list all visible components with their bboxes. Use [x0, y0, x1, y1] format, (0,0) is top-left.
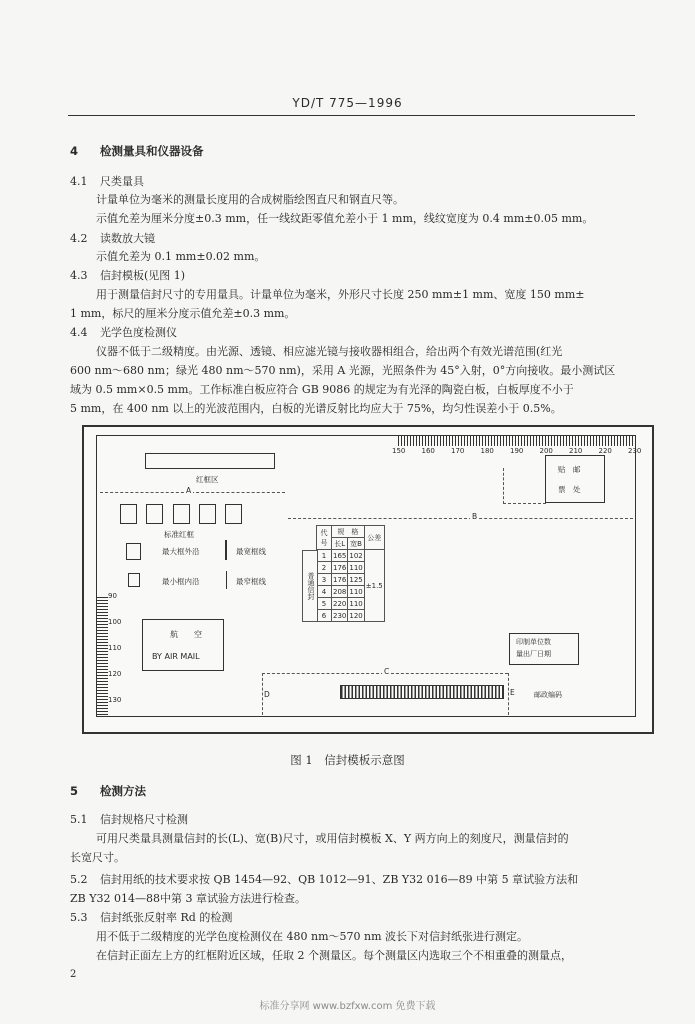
airmail-english: BY AIR MAIL	[152, 652, 200, 661]
std-square	[173, 504, 190, 524]
paragraph-line: ZB Y32 014—88中第 3 章试验方法进行检查。	[70, 892, 306, 905]
print-info-label: 印制单位数	[516, 638, 551, 646]
vertical-ruler-labels	[108, 592, 128, 712]
vertical-ruler	[96, 597, 108, 715]
page-number: 2	[70, 969, 77, 980]
paragraph-line: 仪器不低于二级精度。由光源、透镜、相应滤光镜与接收器相组合，给出两个有效光谱范围(红光	[96, 345, 563, 358]
subsection-5-2	[70, 870, 578, 890]
paragraph-line: 示值允差为 0.1 mm±0.02 mm。	[96, 250, 266, 263]
document-header: YD/T 775—1996	[292, 96, 403, 110]
table-cell: 208	[333, 587, 347, 596]
subsection-title: 信封纸张反射率 Rd 的检测	[100, 911, 233, 924]
table-header: 宽B	[348, 538, 364, 550]
vertical-tick-label: 100	[108, 618, 122, 626]
subsection-number: 4.1	[70, 175, 88, 188]
subsection-4-1	[70, 172, 144, 192]
airmail-box	[142, 619, 224, 671]
ruler-tick-label: 170	[451, 447, 465, 455]
paragraph-line: 用不低于二级精度的光学色度检测仪在 480 nm～570 nm 波长下对信封纸张进行测定。	[96, 930, 529, 943]
ruler-tick-label: 150	[392, 447, 406, 455]
std-square	[225, 504, 242, 524]
table-header: 代号	[317, 526, 332, 550]
table-cell: 125	[349, 575, 363, 584]
subsection-title: 尺类量具	[100, 175, 144, 188]
subsection-number: 4.4	[70, 326, 88, 339]
subsection-title: 光学色度检测仪	[100, 326, 177, 339]
paragraph-line: 示值允差为厘米分度±0.3 mm，任一线纹距零值允差小于 1 mm，线纹宽度为 0.4 mm±0.05 mm。	[96, 212, 594, 225]
subsection-4-3	[70, 266, 185, 286]
std-red-frame-label: 标准红框	[164, 530, 194, 539]
header-rule	[68, 115, 635, 116]
table-cell: 6	[317, 610, 332, 622]
paragraph-line: 域为 0.5 mm×0.5 mm。工作标准白板应符合 GB 9086 的规定为有光泽的陶瓷白板，白板厚度不小于	[70, 383, 574, 396]
subsection-title: 信封规格尺寸检测	[100, 813, 188, 826]
horizontal-ruler	[398, 436, 634, 446]
stamp-dashed-guide	[503, 468, 546, 504]
max-frame-box	[126, 543, 141, 560]
line-e-guide	[508, 673, 509, 715]
ruler-tick-label: 180	[480, 447, 494, 455]
table-cell: 176	[333, 563, 347, 572]
vertical-tick-label: 110	[108, 644, 122, 652]
print-info-label: 量出厂日期	[516, 650, 551, 658]
table-cell: 110	[349, 563, 363, 572]
vertical-tick-label: 90	[108, 592, 117, 600]
subsection-4-2	[70, 229, 155, 249]
table-cell: 110	[349, 599, 363, 608]
vertical-tick-label: 130	[108, 696, 122, 704]
subsection-4-4	[70, 323, 177, 343]
table-cell: 110	[349, 587, 363, 596]
label-d: D	[264, 690, 270, 699]
red-frame-label: 红框区	[196, 475, 219, 484]
table-cell: 5	[317, 598, 332, 610]
section-5-heading	[70, 781, 146, 801]
ruler-tick-label: 200	[539, 447, 553, 455]
table-cell: 2	[317, 562, 332, 574]
paragraph-line: 600 nm～680 nm；绿光 480 nm～570 nm)，采用 A 光源，光照条件为 45°入射，0°方向接收。最小测试区	[70, 364, 616, 377]
vertical-tick-label: 120	[108, 670, 122, 678]
stamp-box	[545, 455, 605, 503]
stamp-label: 贴 邮	[558, 465, 581, 474]
paragraph-line: 在信封正面左上方的红框附近区域，任取 2 个测量区。每个测量区内选取三个不相重叠的测量点，	[96, 949, 572, 962]
paragraph-line: 可用尺类量具测量信封的长(L)、宽(B)尺寸，或用信封模板 X、Y 两方向上的刻度尺，测量信封的	[96, 832, 569, 845]
paragraph-line: 1 mm，标尺的厘米分度示值允差±0.3 mm。	[70, 307, 296, 320]
section-title: 检测方法	[100, 784, 146, 798]
ruler-tick-label: 220	[598, 447, 612, 455]
table-cell: 4	[317, 586, 332, 598]
subsection-title: 读数放大镜	[100, 232, 155, 245]
max-width-line-mark	[225, 540, 227, 560]
subsection-number: 4.2	[70, 232, 88, 245]
ruler-tick-label: 190	[510, 447, 524, 455]
table-row	[317, 550, 385, 562]
ruler-tick-label: 230	[628, 447, 642, 455]
subsection-number: 5.2	[70, 873, 88, 886]
subsection-number: 5.3	[70, 911, 88, 924]
table-cell: 1	[317, 550, 332, 562]
table-cell: 220	[333, 599, 347, 608]
table-cell: 230	[333, 611, 347, 620]
table-cell: 3	[317, 574, 332, 586]
subsection-number: 5.1	[70, 813, 88, 826]
paragraph-line: 长宽尺寸。	[70, 851, 125, 864]
max-width-line-label: 最宽框线	[236, 547, 266, 556]
red-frame-slot	[145, 453, 275, 469]
label-c: C	[384, 667, 390, 676]
min-inner-label: 最小框内沿	[162, 577, 200, 586]
min-width-line-label: 最窄框线	[236, 577, 266, 586]
std-square	[199, 504, 216, 524]
max-outer-label: 最大框外沿	[162, 547, 200, 556]
table-cell: 176	[333, 575, 347, 584]
line-b	[288, 518, 633, 519]
table-cell: 102	[349, 551, 363, 560]
section-number: 4	[70, 144, 79, 158]
label-e: E	[510, 688, 515, 697]
subsection-title: 信封模板(见图 1)	[100, 269, 186, 282]
tolerance-cell: ±1.5	[364, 550, 384, 622]
section-number: 5	[70, 784, 79, 798]
table-header: 长L	[332, 538, 348, 550]
subsection-5-3	[70, 908, 232, 928]
section-title: 检测量具和仪器设备	[100, 144, 204, 158]
table-side-label: 普通信封	[302, 550, 318, 622]
min-width-line-mark	[226, 571, 227, 589]
footer-watermark: 标准分享网 www.bzfxw.com 免费下载	[259, 1001, 436, 1012]
postcode-barcode	[340, 685, 504, 699]
label-b: B	[472, 512, 478, 521]
envelope-spec-table	[316, 525, 385, 622]
table-cell: 120	[349, 611, 363, 620]
figure-caption: 图 1 信封模板示意图	[290, 753, 405, 767]
ruler-tick-label: 210	[569, 447, 583, 455]
table-header: 公差	[364, 526, 384, 550]
paragraph-line: 计量单位为毫米的测量长度用的合成树脂绘图直尺和钢直尺等。	[96, 193, 404, 206]
label-a: A	[186, 486, 192, 495]
paragraph-line: 用于测量信封尺寸的专用量具。计量单位为毫米，外形尺寸长度 250 mm±1 mm、宽度 150 mm±	[96, 288, 585, 301]
subsection-number: 4.3	[70, 269, 88, 282]
subsection-5-1	[70, 810, 188, 830]
min-frame-box	[128, 573, 140, 587]
table-cell: 165	[333, 551, 347, 560]
ruler-tick-label: 160	[421, 447, 435, 455]
table-header: 规 格	[332, 526, 365, 538]
airmail-chinese: 航 空	[170, 630, 202, 639]
paragraph-line: 5 mm，在 400 nm 以上的光波范围内，白板的光谱反射比均应大于 75%，均匀性误差小于 0.5%。	[70, 402, 562, 415]
std-square	[120, 504, 137, 524]
section-4-heading	[70, 141, 204, 161]
paragraph-line: 信封用纸的技术要求按 QB 1454—92、QB 1012—91、ZB Y32 016—89 中第 5 章试验方法和	[100, 873, 579, 886]
std-square	[146, 504, 163, 524]
stamp-label: 票 处	[558, 485, 581, 494]
line-d	[262, 673, 263, 715]
postcode-label: 邮政编码	[534, 691, 562, 699]
